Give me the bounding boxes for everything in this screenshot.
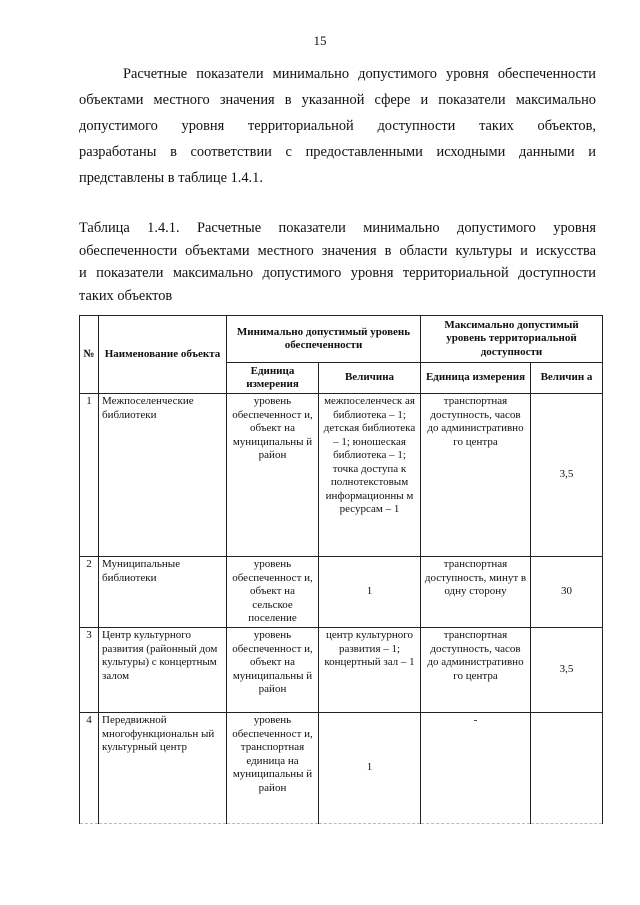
row-min-value: центр культурного развития – 1; концертный зал – 1: [319, 628, 421, 713]
row-max-value: 30: [531, 557, 603, 628]
caption-line: таких объектов: [79, 287, 173, 304]
row-max-unit: транспортная доступность, минут в одну сторону: [421, 557, 531, 628]
intro-line: допустимого уровня территориальной доступности таких объектов,: [79, 118, 596, 134]
header-max-group: Максимально допустимый уровень территориальной доступности: [421, 316, 603, 363]
row-name: Межпоселенческие библиотеки: [99, 394, 227, 557]
intro-line: разработаны в соответствии с предоставленными исходными данными и: [79, 144, 596, 160]
caption-line: обеспеченности объектами местного значения в области культуры и искусства: [79, 242, 596, 259]
row-num: 4: [80, 713, 99, 824]
row-name: Муниципальные библиотеки: [99, 557, 227, 628]
row-num: 2: [80, 557, 99, 628]
row-max-value: [531, 713, 603, 824]
row-num: 1: [80, 394, 99, 557]
intro-paragraph: [79, 61, 596, 191]
table-row: [80, 394, 603, 557]
row-num: 3: [80, 628, 99, 713]
row-name: Центр культурного развития (районный дом культуры) с концертным залом: [99, 628, 227, 713]
row-max-unit: -: [421, 713, 531, 824]
row-min-unit: уровень обеспеченност и, транспортная единица на муниципальны й район: [227, 713, 319, 824]
row-max-value: 3,5: [531, 394, 603, 557]
intro-line: Расчетные показатели минимально допустимого уровня обеспеченности: [123, 66, 596, 82]
caption-line: и показатели максимально допустимого уровня территориальной доступности: [79, 265, 596, 281]
page-number: 15: [313, 33, 327, 48]
row-min-unit: уровень обеспеченност и, объект на муниципальны й район: [227, 628, 319, 713]
header-max-value: Величин а: [531, 363, 603, 394]
row-name: Передвижной многофункциональн ый культурный центр: [99, 713, 227, 824]
row-min-value: 1: [319, 557, 421, 628]
table-row: [80, 557, 603, 628]
table-caption: [79, 217, 596, 307]
intro-line: представлены в таблице 1.4.1.: [79, 170, 263, 186]
header-name: Наименование объекта: [99, 316, 227, 394]
header-min-group: Минимально допустимый уровень обеспеченности: [227, 316, 421, 363]
header-row-1: [80, 316, 603, 363]
caption-line: Таблица 1.4.1. Расчетные показатели минимально допустимого уровня: [79, 220, 596, 236]
table-row: [80, 713, 603, 824]
row-min-unit: уровень обеспеченност и, объект на муниципальны й район: [227, 394, 319, 557]
row-max-unit: транспортная доступность, часов до административно го центра: [421, 394, 531, 557]
intro-line: объектами местного значения в указанной сфере и показатели максимально: [79, 92, 596, 108]
row-min-value: межпоселенческ ая библиотека – 1; детская библиотека – 1; юношеская библиотека – 1; точка доступа к полнотекстовым информационны м ресурсам – 1: [319, 394, 421, 557]
table-row: [80, 628, 603, 713]
row-max-unit: транспортная доступность, часов до административно го центра: [421, 628, 531, 713]
header-num: №: [80, 316, 99, 394]
row-max-value: 3,5: [531, 628, 603, 713]
header-min-unit: Единица измерения: [227, 363, 319, 394]
header-max-unit: Единица измерения: [421, 363, 531, 394]
header-min-value: Величина: [319, 363, 421, 394]
row-min-unit: уровень обеспеченност и, объект на сельское поселение: [227, 557, 319, 628]
row-min-value: 1: [319, 713, 421, 824]
indicators-table: [79, 315, 603, 824]
